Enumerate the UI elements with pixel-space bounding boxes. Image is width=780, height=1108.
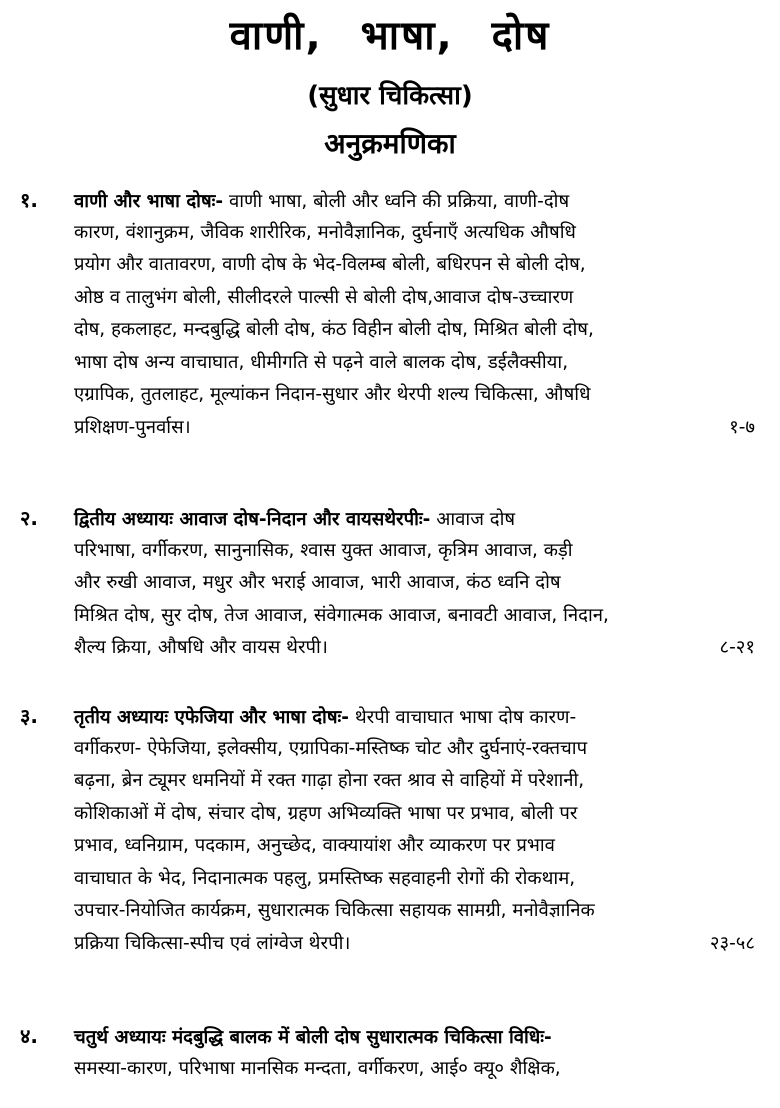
- chapter-title: तृतीय अध्यायः एफेजिया और भाषा दोषः-: [74, 707, 349, 728]
- chapter-line: प्रभाव, ध्वनिग्राम, पदकाम, अनुच्छेद, वाक्यायांश और व्याकरण पर प्रभाव: [74, 835, 555, 856]
- chapter-line: एग्रापिक, तुतलाहट, मूल्यांकन निदान-सुधार और थेरपी शल्य चिकित्सा, औषधि: [74, 384, 591, 405]
- chapter-line: [20, 928, 755, 961]
- chapter-line: [20, 700, 755, 733]
- chapter-line: [20, 412, 755, 445]
- chapter-text: थेरपी वाचाघात भाषा दोष कारण-: [348, 707, 577, 728]
- chapter-line: [20, 1020, 755, 1053]
- chapter-line: उपचार-नियोजित कार्यक्रम, सुधारात्मक चिकित्सा सहायक सामग्री, मनोवैज्ञानिक: [74, 900, 595, 921]
- chapter-line: दोष, हकलाहट, मन्दबुद्धि बोली दोष, कंठ विहीन बोली दोष, मिश्रित बोली दोष,: [74, 319, 594, 340]
- chapter-text: शैल्य क्रिया, औषधि और वायस थेरपी।: [74, 637, 328, 658]
- chapter-line: [20, 502, 755, 535]
- page-range: १-७: [729, 416, 755, 438]
- chapter-line: [20, 184, 755, 217]
- chapter-text: प्रक्रिया चिकित्सा-स्पीच एवं लांग्वेज थेरपी।: [74, 932, 351, 954]
- chapter-line: वर्गीकरण- ऐफेजिया, इलेक्सीय, एग्रापिका-मस्तिष्क चोट और दुर्घनाएं-रक्तचाप: [74, 737, 588, 759]
- chapter-2: [20, 502, 755, 665]
- chapter-line: समस्या-कारण, परिभाषा मानसिक मन्दता, वर्गीकरण, आई० क्यू० शैक्षिक,: [74, 1057, 561, 1079]
- chapter-line: मिश्रित दोष, सुर दोष, तेज आवाज, संवेगात्मक आवाज, बनावटी आवाज, निदान,: [74, 604, 609, 626]
- chapter-line: [20, 632, 755, 665]
- chapter-line: कारण, वंशानुक्रम, जैविक शारीरिक, मनोवैज्ञानिक, दुर्घनाएँ अत्यधिक औषधि: [74, 221, 576, 243]
- document-subtitle: (सुधार चिकित्सा): [307, 81, 473, 111]
- chapter-3: [20, 700, 755, 960]
- document-title: वाणी, भाषा, दोष: [229, 13, 551, 59]
- chapter-number: २.: [20, 506, 38, 530]
- chapter-text: आवाज दोष: [430, 509, 516, 530]
- chapter-number: ४.: [20, 1024, 38, 1048]
- page-range: २३-५८: [709, 932, 755, 954]
- chapter-line: कोशिकाओं में दोष, संचार दोष, ग्रहण अभिव्यक्ति भाषा पर प्रभाव, बोली पर: [74, 802, 578, 824]
- chapter-line: बढ़ना, ब्रेन ट्यूमर धमनियों में रक्त गाढ़ा होना रक्त श्राव से वाहियों में परेशानी,: [74, 770, 585, 791]
- chapter-line: परिभाषा, वर्गीकरण, सानुनासिक, श्वास युक्त आवाज, कृत्रिम आवाज, कड़ी: [74, 539, 573, 561]
- chapter-title: वाणी और भाषा दोषः-: [74, 191, 224, 212]
- chapter-number: ३.: [20, 704, 38, 728]
- chapter-line: ओष्ठ व तालुभंग बोली, सीलीदरले पाल्सी से बोली दोष,आवाज दोष-उच्चारण: [74, 286, 574, 308]
- chapter-1: [20, 184, 755, 444]
- chapter-title: द्वितीय अध्यायः आवाज दोष-निदान और वायसथेरपीः-: [74, 509, 431, 530]
- chapter-text: प्रशिक्षण-पुनर्वास।: [74, 416, 191, 438]
- chapter-line: वाचाघात के भेद, निदानात्मक पहलु, प्रमस्तिष्क सहवाहनी रोगों की रोकथाम,: [74, 867, 576, 889]
- chapter-line: और रुखी आवाज, मधुर और भराई आवाज, भारी आवाज, कंठ ध्वनि दोष: [74, 572, 561, 593]
- contents-heading: अनुक्रमणिका: [324, 127, 456, 160]
- chapter-number: १.: [20, 188, 38, 212]
- chapter-text: वाणी भाषा, बोली और ध्वनि की प्रक्रिया, वाणी-दोष: [223, 191, 570, 212]
- chapter-line: प्रयोग और वातावरण, वाणी दोष के भेद-विलम्ब बोली, बधिरपन से बोली दोष,: [74, 254, 586, 275]
- chapter-title: चतुर्थ अध्यायः मंदबुद्धि बालक में बोली दोष सुधारात्मक चिकित्सा विधिः-: [74, 1027, 552, 1048]
- chapter-line: भाषा दोष अन्य वाचाघात, धीमीगति से पढ़ने वाले बालक दोष, डईलैक्सीया,: [74, 351, 569, 373]
- chapter-4: [20, 1020, 755, 1085]
- page-range: ८-२१: [719, 637, 755, 658]
